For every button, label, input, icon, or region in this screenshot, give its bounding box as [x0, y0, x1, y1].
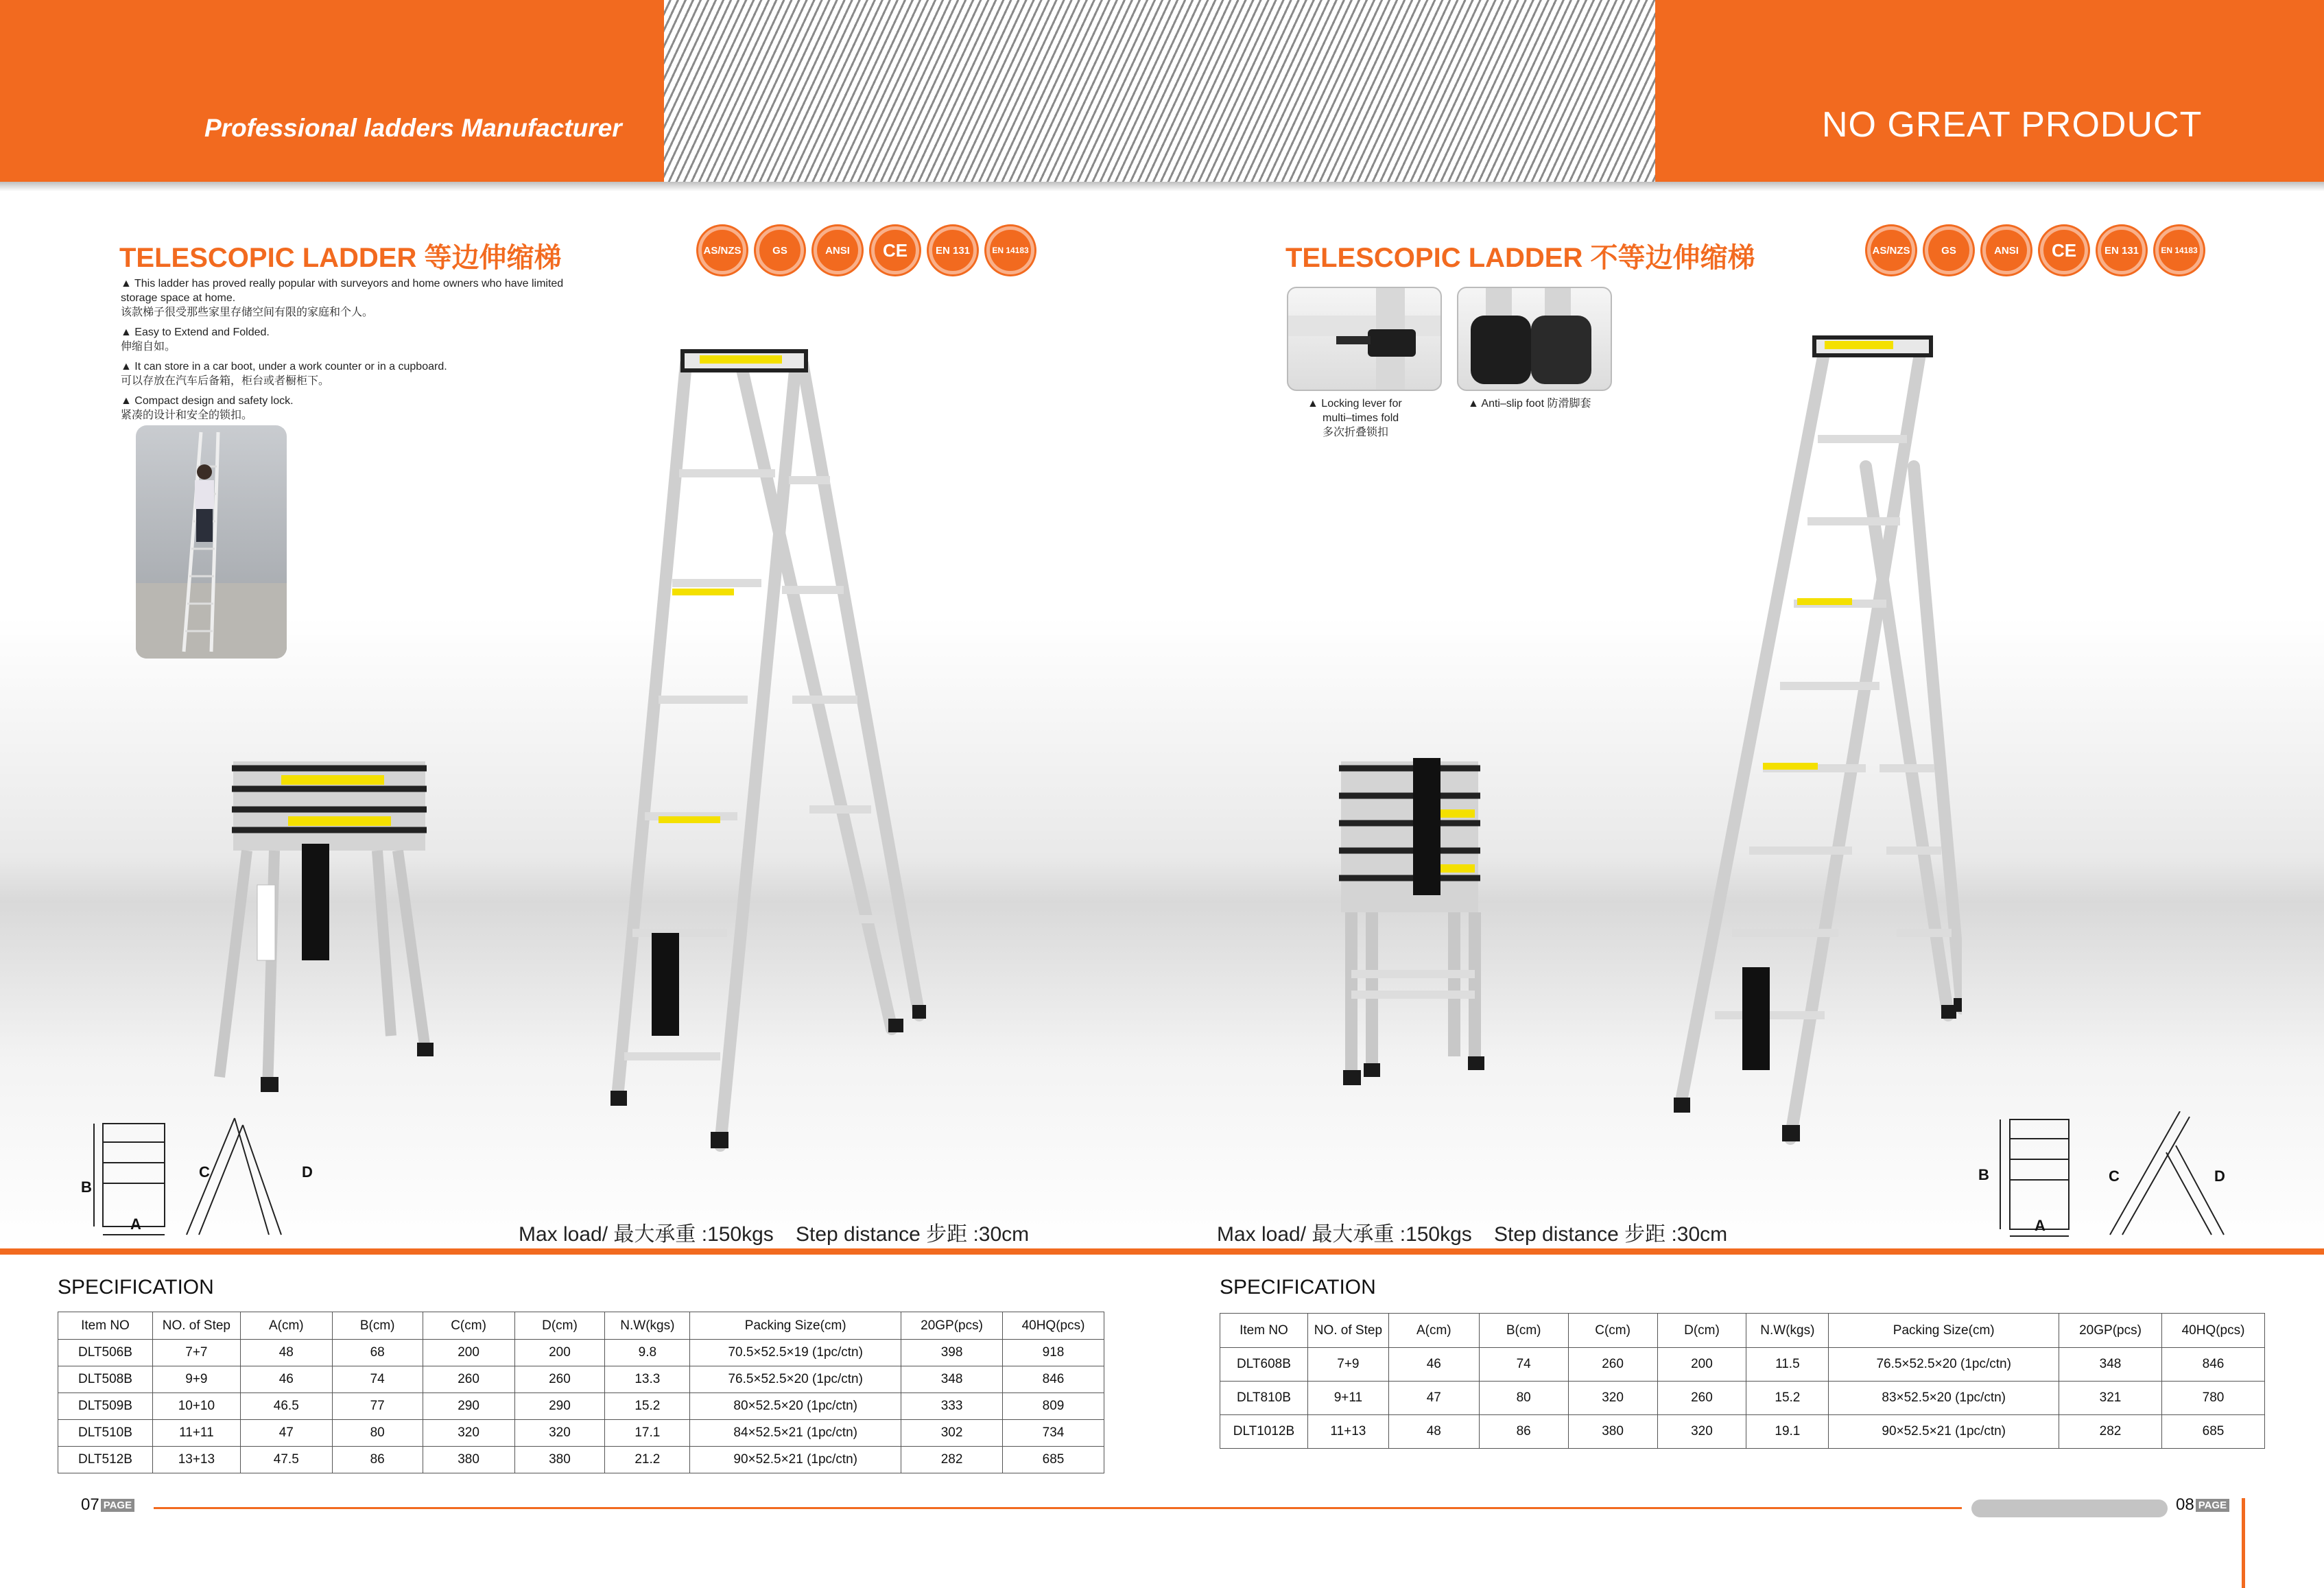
right-section-title: TELESCOPIC LADDER 不等边伸缩梯: [1285, 243, 1755, 273]
gs-badge-icon: GS: [1925, 226, 1973, 274]
ce-badge-icon: CE: [871, 226, 919, 274]
folded-unequal-ladder-image: [1331, 748, 1550, 1104]
anti-slip-foot-detail-image: [1457, 287, 1612, 391]
header-right-band: [1655, 0, 2324, 182]
right-spec-table: [1220, 1313, 2265, 1449]
table-row: DLT608B 7+9 46 74 260 200 11.5 76.5×52.5×20 (1pc/ctn) 348 846: [1220, 1348, 2265, 1382]
dimension-label-c: C: [2109, 1168, 2120, 1185]
header-tagline: Professional ladders Manufacturer: [204, 114, 622, 142]
table-row: DLT509B 10+10 46.5 77 290 290 15.2 80×52.5×20 (1pc/ctn) 333 809: [58, 1393, 1104, 1420]
asnzs-badge-icon: AS/NZS: [698, 226, 746, 274]
left-feature-bullets: [121, 276, 573, 428]
table-row: DLT506B 7+7 48 68 200 200 9.8 70.5×52.5×19 (1pc/ctn) 398 918: [58, 1340, 1104, 1366]
triangle-bullet-icon: ▲: [1468, 398, 1479, 410]
header-left-band: [0, 0, 664, 182]
triangle-bullet-icon: ▲: [121, 327, 132, 338]
footer-line: [154, 1507, 1962, 1509]
header-striped-band: [664, 0, 1655, 182]
left-section-title: TELESCOPIC LADDER 等边伸缩梯: [119, 243, 562, 273]
right-certification-badges: [1867, 226, 2203, 274]
page-tag: PAGE: [101, 1499, 134, 1512]
dimension-label-d: D: [302, 1163, 313, 1181]
table-row: DLT510B 11+11 47 80 320 320 17.1 84×52.5×21 (1pc/ctn) 302 734: [58, 1420, 1104, 1447]
table-row: DLT810B 9+11 47 80 320 260 15.2 83×52.5×20 (1pc/ctn) 321 780: [1220, 1382, 2265, 1415]
en14183-badge-icon: EN 14183: [2155, 226, 2203, 274]
feature-item: ▲ Compact design and safety lock. 紧凑的设计和安全的锁扣。: [121, 395, 294, 421]
unequal-ladder-image: [1660, 329, 1962, 1152]
triangle-bullet-icon: ▲: [121, 395, 132, 407]
page-tag: PAGE: [2196, 1499, 2229, 1512]
feature-item: ▲ This ladder has proved really popular with surveyors and home owners who have limited storage space at home. 该款梯子很受那些家里存储空间有限的家庭和个人。: [121, 278, 564, 318]
left-step-distance: Step distance 步距 :30cm: [796, 1223, 1030, 1246]
table-row: DLT508B 9+9 46 74 260 260 13.3 76.5×52.5×20 (1pc/ctn) 348 846: [58, 1366, 1104, 1393]
a-frame-ladder-image: [604, 343, 926, 1152]
feature-item: ▲ It can store in a car boot, under a work counter or in a cupboard. 可以存放在汽车后备箱，柜台或者橱柜下。: [121, 361, 447, 387]
left-certification-badges: [698, 226, 1034, 274]
triangle-bullet-icon: ▲: [121, 278, 132, 289]
left-spec-title: SPECIFICATION: [58, 1276, 214, 1299]
left-page-number: 07 PAGE: [81, 1495, 134, 1515]
table-row: DLT512B 13+13 47.5 86 380 380 21.2 90×52.5×21 (1pc/ctn) 282 685: [58, 1447, 1104, 1473]
table-header-row: Item NO NO. of Step A(cm) B(cm) C(cm) D(cm) N.W(kgs) Packing Size(cm) 20GP(pcs) 40HQ(pcs): [58, 1312, 1104, 1340]
asnzs-badge-icon: AS/NZS: [1867, 226, 1915, 274]
ce-badge-icon: CE: [2040, 226, 2088, 274]
footer-grey-pill: [1971, 1500, 2168, 1517]
ansi-badge-icon: ANSI: [814, 226, 862, 274]
table-row: DLT1012B 11+13 48 86 380 320 19.1 90×52.5×21 (1pc/ctn) 282 685: [1220, 1415, 2265, 1449]
dimension-label-a: A: [2035, 1217, 2046, 1234]
gs-badge-icon: GS: [756, 226, 804, 274]
dimension-label-b: B: [81, 1178, 92, 1196]
anti-slip-foot-caption: ▲ Anti–slip foot 防滑脚套: [1468, 398, 1591, 410]
folded-ladder-image: [192, 748, 460, 1104]
triangle-bullet-icon: ▲: [121, 361, 132, 372]
ansi-badge-icon: ANSI: [1982, 226, 2030, 274]
right-max-load: Max load/ 最大承重 :150kgs: [1217, 1223, 1472, 1246]
right-page-number: 08 PAGE: [2176, 1495, 2229, 1515]
right-step-distance: Step distance 步距 :30cm: [1494, 1223, 1728, 1246]
table-header-row: Item NO NO. of Step A(cm) B(cm) C(cm) D(cm) N.W(kgs) Packing Size(cm) 20GP(pcs) 40HQ(pcs): [1220, 1314, 2265, 1348]
left-max-load: Max load/ 最大承重 :150kgs: [519, 1223, 774, 1246]
dimension-label-b: B: [1978, 1166, 1989, 1183]
en131-badge-icon: EN 131: [929, 226, 977, 274]
header-shadow: [0, 182, 2324, 191]
locking-lever-detail-image: [1287, 287, 1442, 391]
locking-lever-caption: ▲ Locking lever for multi–times fold 多次折叠锁扣: [1307, 398, 1402, 438]
header-slogan: NO GREAT PRODUCT: [1822, 105, 2203, 145]
en14183-badge-icon: EN 14183: [986, 226, 1034, 274]
dimension-label-c: C: [199, 1163, 210, 1181]
orange-divider: [0, 1248, 2324, 1255]
man-on-ladder-illustration: [136, 425, 287, 659]
right-spec-title: SPECIFICATION: [1220, 1276, 1376, 1299]
page-edge-marker: [2242, 1498, 2245, 1588]
triangle-bullet-icon: ▲: [1307, 398, 1318, 410]
usage-photo: [136, 425, 287, 659]
left-spec-table: [58, 1312, 1104, 1473]
dimension-label-a: A: [130, 1216, 141, 1233]
en131-badge-icon: EN 131: [2098, 226, 2146, 274]
dimension-label-d: D: [2214, 1168, 2225, 1185]
feature-item: ▲ Easy to Extend and Folded. 伸缩自如。: [121, 327, 270, 353]
